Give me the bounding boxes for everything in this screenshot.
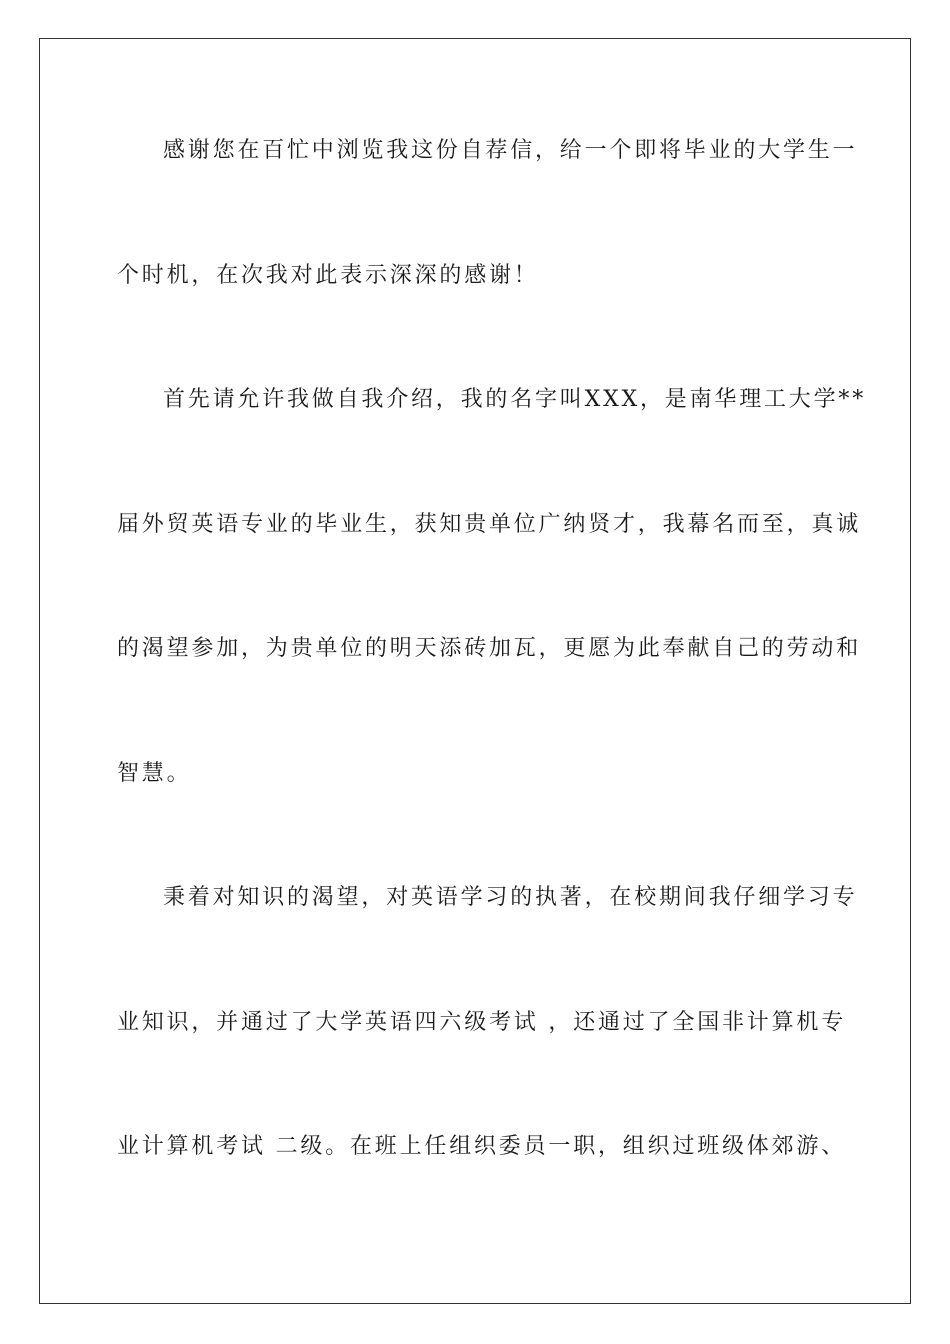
paragraph-2-line-4: 智慧。: [117, 761, 192, 786]
paragraph-1-line-2: 个时机，在次我对此表示深深的感谢！: [117, 263, 539, 288]
paragraph-2-line-2: 届外贸英语专业的毕业生，获知贵单位广纳贤才，我幕名而至，真诚: [117, 512, 862, 537]
paragraph-3-line-1: 秉着对知识的渴望，对英语学习的执著，在校期间我仔细学习专: [163, 885, 858, 910]
page-border: [39, 38, 911, 1304]
paragraph-3-line-2: 业知识，并通过了大学英语四六级考试 ，还通过了全国非计算机专: [117, 1010, 846, 1035]
paragraph-2-line-1: 首先请允许我做自我介绍，我的名字叫XXX，是南华理工大学**: [163, 387, 866, 412]
paragraph-3-line-3: 业计算机考试 二级。在班上任组织委员一职，组织过班级体郊游、: [117, 1134, 846, 1159]
paragraph-2-line-3: 的渴望参加，为贵单位的明天添砖加瓦，更愿为此奉献自己的劳动和: [117, 636, 862, 661]
paragraph-1-line-1: 感谢您在百忙中浏览我这份自荐信，给一个即将毕业的大学生一: [163, 138, 858, 163]
